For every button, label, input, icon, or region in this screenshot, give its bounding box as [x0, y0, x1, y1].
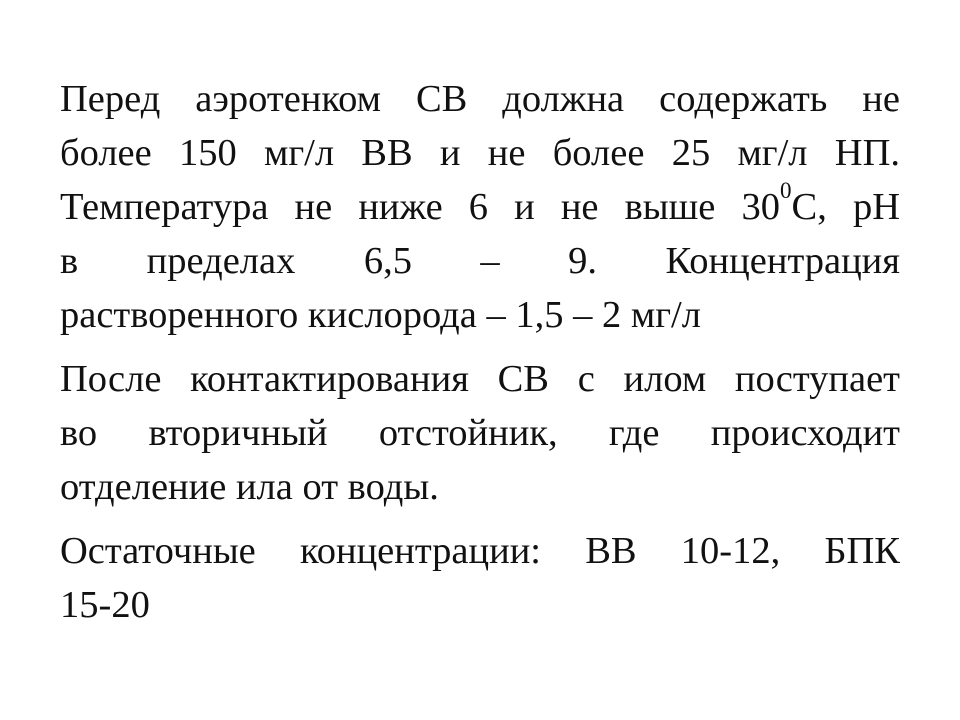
text-line: в пределах 6,5 – 9. Концентрация — [60, 240, 900, 282]
text-line: Перед аэротенком СВ должна содержать не — [60, 78, 900, 120]
text-line: во вторичный отстойник, где происходит — [60, 412, 900, 454]
text-line: растворенного кислорода – 1,5 – 2 мг/л — [60, 294, 701, 336]
text-line: отделение ила от воды. — [60, 466, 439, 508]
text-line-temperature — [60, 177, 900, 234]
text-line: 15-20 — [60, 584, 150, 626]
temperature-unit-ph: С, рН — [791, 186, 900, 228]
degree-superscript: 0 — [780, 177, 792, 204]
slide-body — [60, 72, 900, 642]
text-line: более 150 мг/л ВВ и не более 25 мг/л НП. — [60, 132, 900, 174]
text-line: Остаточные концентрации: ВВ 10-12, БПК — [60, 530, 900, 572]
text-line: После контактирования СВ с илом поступает — [60, 358, 900, 400]
paragraph-secondary-settler — [60, 352, 900, 514]
paragraph-residual-concentrations — [60, 524, 900, 632]
paragraph-aerotank-requirements — [60, 72, 900, 342]
temperature-text: Температура не ниже 6 и не выше 30 — [60, 186, 780, 228]
